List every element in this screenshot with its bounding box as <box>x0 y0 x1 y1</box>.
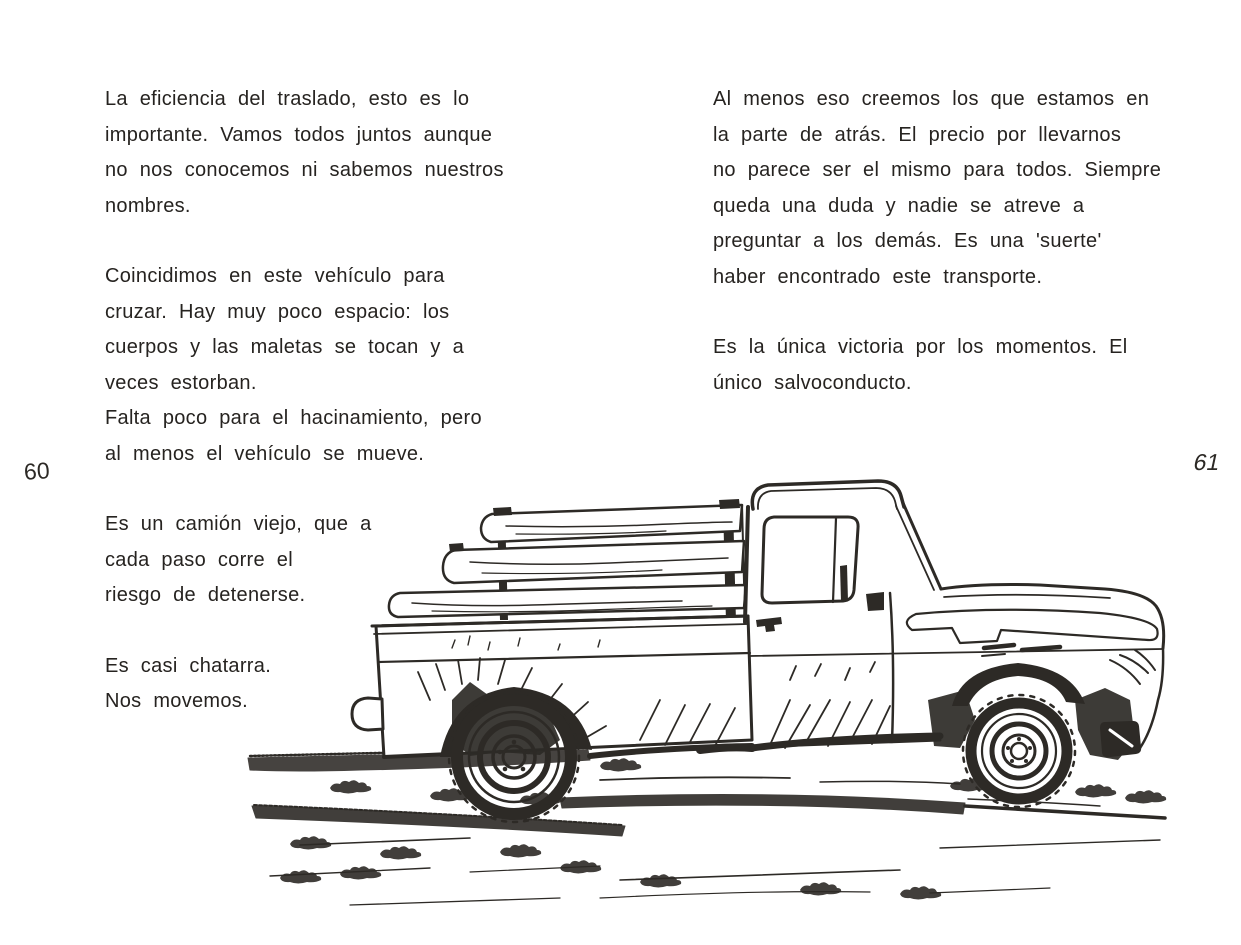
text-line: riesgo de detenerse. <box>105 584 306 606</box>
text-line: al menos el vehículo se mueve. <box>105 442 425 465</box>
page-number-right: 61 <box>1191 449 1223 475</box>
text-line: Al menos eso creemos los que estamos en <box>713 88 1150 110</box>
text-line: Es casi chatarra. <box>105 654 272 677</box>
text-line: Nos movemos. <box>105 690 248 712</box>
vent-window-divider <box>833 518 836 602</box>
text-line: Coincidimos en este vehículo para <box>105 265 445 287</box>
text-line: nombres. <box>105 194 191 217</box>
text-line: Es la única victoria por los momentos. El <box>713 336 1128 358</box>
scrub-clumps <box>280 758 1166 899</box>
door-handle <box>756 617 782 632</box>
text-line: no nos conocemos ni sabemos nuestros <box>105 159 504 181</box>
truck-shadow <box>560 777 1165 818</box>
text-line: cruzar. Hay muy poco espacio: los <box>105 300 450 323</box>
paragraph <box>105 82 525 224</box>
log-top <box>481 505 742 542</box>
truck-illustration <box>235 450 1175 945</box>
text-line: veces estorban. <box>105 371 257 394</box>
log-bottom <box>389 585 746 617</box>
door-seam <box>890 593 893 742</box>
text-line: La eficiencia del traslado, esto es lo <box>105 88 470 110</box>
text-line: Falta poco para el hacinamiento, pero <box>105 407 482 429</box>
paragraph <box>105 259 525 472</box>
rear-bumper-end <box>352 698 383 730</box>
window-latch <box>840 565 848 602</box>
text-line: preguntar a los demás. Es una 'suerte' <box>713 230 1102 252</box>
ground-band-lower-left <box>252 805 625 836</box>
side-trim <box>907 610 1158 643</box>
text-line: no parece ser el mismo para todos. Siempre <box>713 159 1162 181</box>
text-line: importante. Vamos todos juntos aunque <box>105 123 493 146</box>
text-line: cuerpos y las maletas se tocan y a <box>105 336 465 358</box>
text-line: la parte de atrás. El precio por llevarnos <box>713 123 1122 146</box>
log-middle <box>443 541 744 583</box>
text-line: Es un camión viejo, que a <box>105 513 372 535</box>
text-line: cada paso corre el <box>105 548 293 571</box>
paragraph <box>713 330 1178 401</box>
front-bumper <box>1100 721 1141 757</box>
paragraph <box>713 82 1178 295</box>
text-line: haber encontrado este transporte. <box>713 265 1043 288</box>
page-number-left: 60 <box>23 457 51 485</box>
hood-badge-scribble <box>984 645 1060 650</box>
text-line: queda una duda y nadie se atreve a <box>713 194 1085 217</box>
belt-line <box>750 649 1162 656</box>
truck-cab <box>745 481 941 747</box>
text-line: único salvoconducto. <box>713 371 912 394</box>
right-page-text <box>713 82 1178 436</box>
nose-hatch <box>1110 650 1155 684</box>
